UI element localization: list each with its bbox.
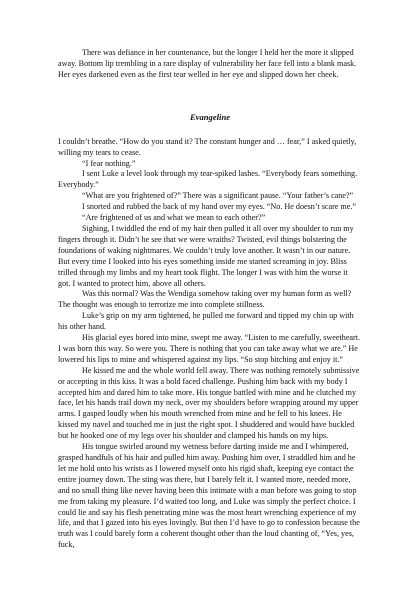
body-paragraph: His tongue swirled around my wetness before darting inside me and I whimpered, grasped handfuls of his hair and pulled him away. Pushing him over, I straddled him and he let me hold onto his wrists as I lowered myself onto his rigid shaft, keeping eye contact the entire journey down. The sting was there, but I barely felt it. I wanted more, needed more, and no small thing like never having been this intimate with a man before was going to stop me from taking my pleasure. I’d waited too long, and Luke was simply the perfect choice. I could lie and say his flesh penetrating mine was the most heart wrenching experience of my life, and that I gazed into his eyes lovingly. But then I’d have to go to confession because the truth was I could barely form a coherent thought other than the loud chanting of, “Yes, yes, fuck,: [58, 442, 360, 550]
body-paragraph: I couldn’t breathe. “How do you stand it? The constant hunger and … fear,” I asked quietly, willing my tears to cease.: [58, 136, 357, 157]
body-paragraph: I snorted and rubbed the back of my hand over my eyes. “No. He doesn’t scare me.”: [82, 202, 356, 212]
body-paragraph: He kissed me and the whole world fell away. There was nothing remotely submissive or accepting in this kiss. It was a bold faced challenge. Pushing him back with my body I accepted him and dared him to take more. His tongue battled with mine and he clutched my face, let his hands trail down my neck, over my shoulders before wrapping around my upper arms. I gasped loudly when his mouth wrenched from mine and he fell to his knees. He kissed my navel and touched me in just the right spot. I shuddered and would have buckled but he hooked one of my legs over his shoulder and clamped his hands on my hips.: [58, 365, 360, 441]
opening-paragraph: There was defiance in her countenance, but the longer I held her the more it slipped away. Bottom lip trembling in a rare display of vulnerability her face fell into a blank mask. Her eyes darkened even as the first tear welled in her eye and slipped down her cheek.: [58, 48, 357, 79]
chapter-heading: Evangeline: [189, 111, 231, 122]
body-paragraph: His glacial eyes bored into mine, swept me away. “Listen to me carefully, sweetheart. I was born this way. So were you. There is nothing that you can take away what we are.” He lowered his lips to mine and whispered against my lips. “So stop bitching and enjoy it.”: [58, 333, 361, 364]
body-paragraph: I sent Luke a level look through my tear-spiked lashes. “Everybody fears something. Everybody.”: [58, 169, 358, 190]
body-paragraph: “Are frightened of us and what we mean to each other?”: [82, 213, 266, 223]
body-paragraph: Luke’s grip on my arm tightened, he pulled me forward and tipped my chin up with his other hand.: [58, 311, 354, 332]
body-paragraph: Was this normal? Was the Wendiga somehow taking over my human form as well? The thought was enough to terrorize me into complete stillness.: [58, 289, 352, 310]
body-paragraph: “What are you frightened of?” There was a significant pause. “Your father’s cane?”: [82, 191, 354, 201]
body-paragraph: “I fear nothing.”: [82, 158, 136, 168]
section-spacer: [58, 81, 362, 112]
body-paragraph: Sighing, I twiddled the end of my hair then pulled it all over my shoulder to run my fingers through it. Didn’t he see that we were wraiths? Twisted, evil things bolstering the foundations of waking nightmares. We couldn’t truly love another. It wasn’t in our nature. But every time I looked into his eyes something inside me started screaming in joy. Bliss trilled through my limbs and my heart took flight. The longer I was with him the worse it got. I wanted to protect him, above all others.: [58, 223, 354, 288]
heading-spacer: [58, 123, 362, 137]
